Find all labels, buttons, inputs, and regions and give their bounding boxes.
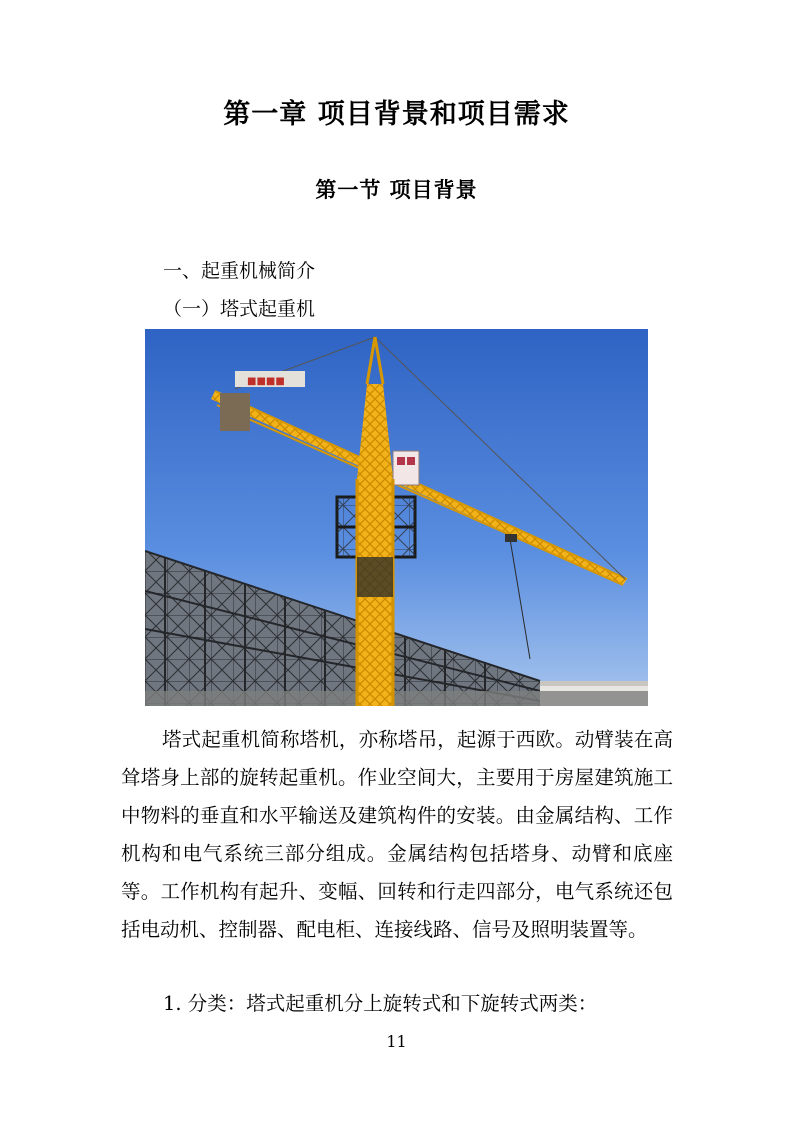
heading-crane-intro: 一、起重机械简介 [163, 260, 316, 282]
chapter-title: 第一章 项目背景和项目需求 [223, 99, 570, 130]
heading-tower-crane: （一）塔式起重机 [163, 298, 316, 320]
list-item-classification: 1. 分类：塔式起重机分上旋转式和下旋转式两类： [163, 992, 598, 1015]
section-title: 第一节 项目背景 [315, 178, 478, 202]
page-number: 11 [386, 1032, 407, 1051]
tower-crane-photo [145, 329, 648, 706]
svg-text:■■■■: ■■■■ [247, 376, 285, 387]
tower-crane-description: 塔式起重机简称塔机，亦称塔吊，起源于西欧。动臂装在高耸塔身上部的旋转起重机。作业空间大，主要用于房屋建筑施工中物料的垂直和水平输送及建筑构件的安装。由金属结构、工作机构和电气系统三部分组成。金属结构包括塔身、动臂和底座等。工作机构有起升、变幅、回转和行走四部分，电气系统还包括电动机、控制器、配电柜、连接线路、信号及照明装置等。 [121, 728, 673, 941]
